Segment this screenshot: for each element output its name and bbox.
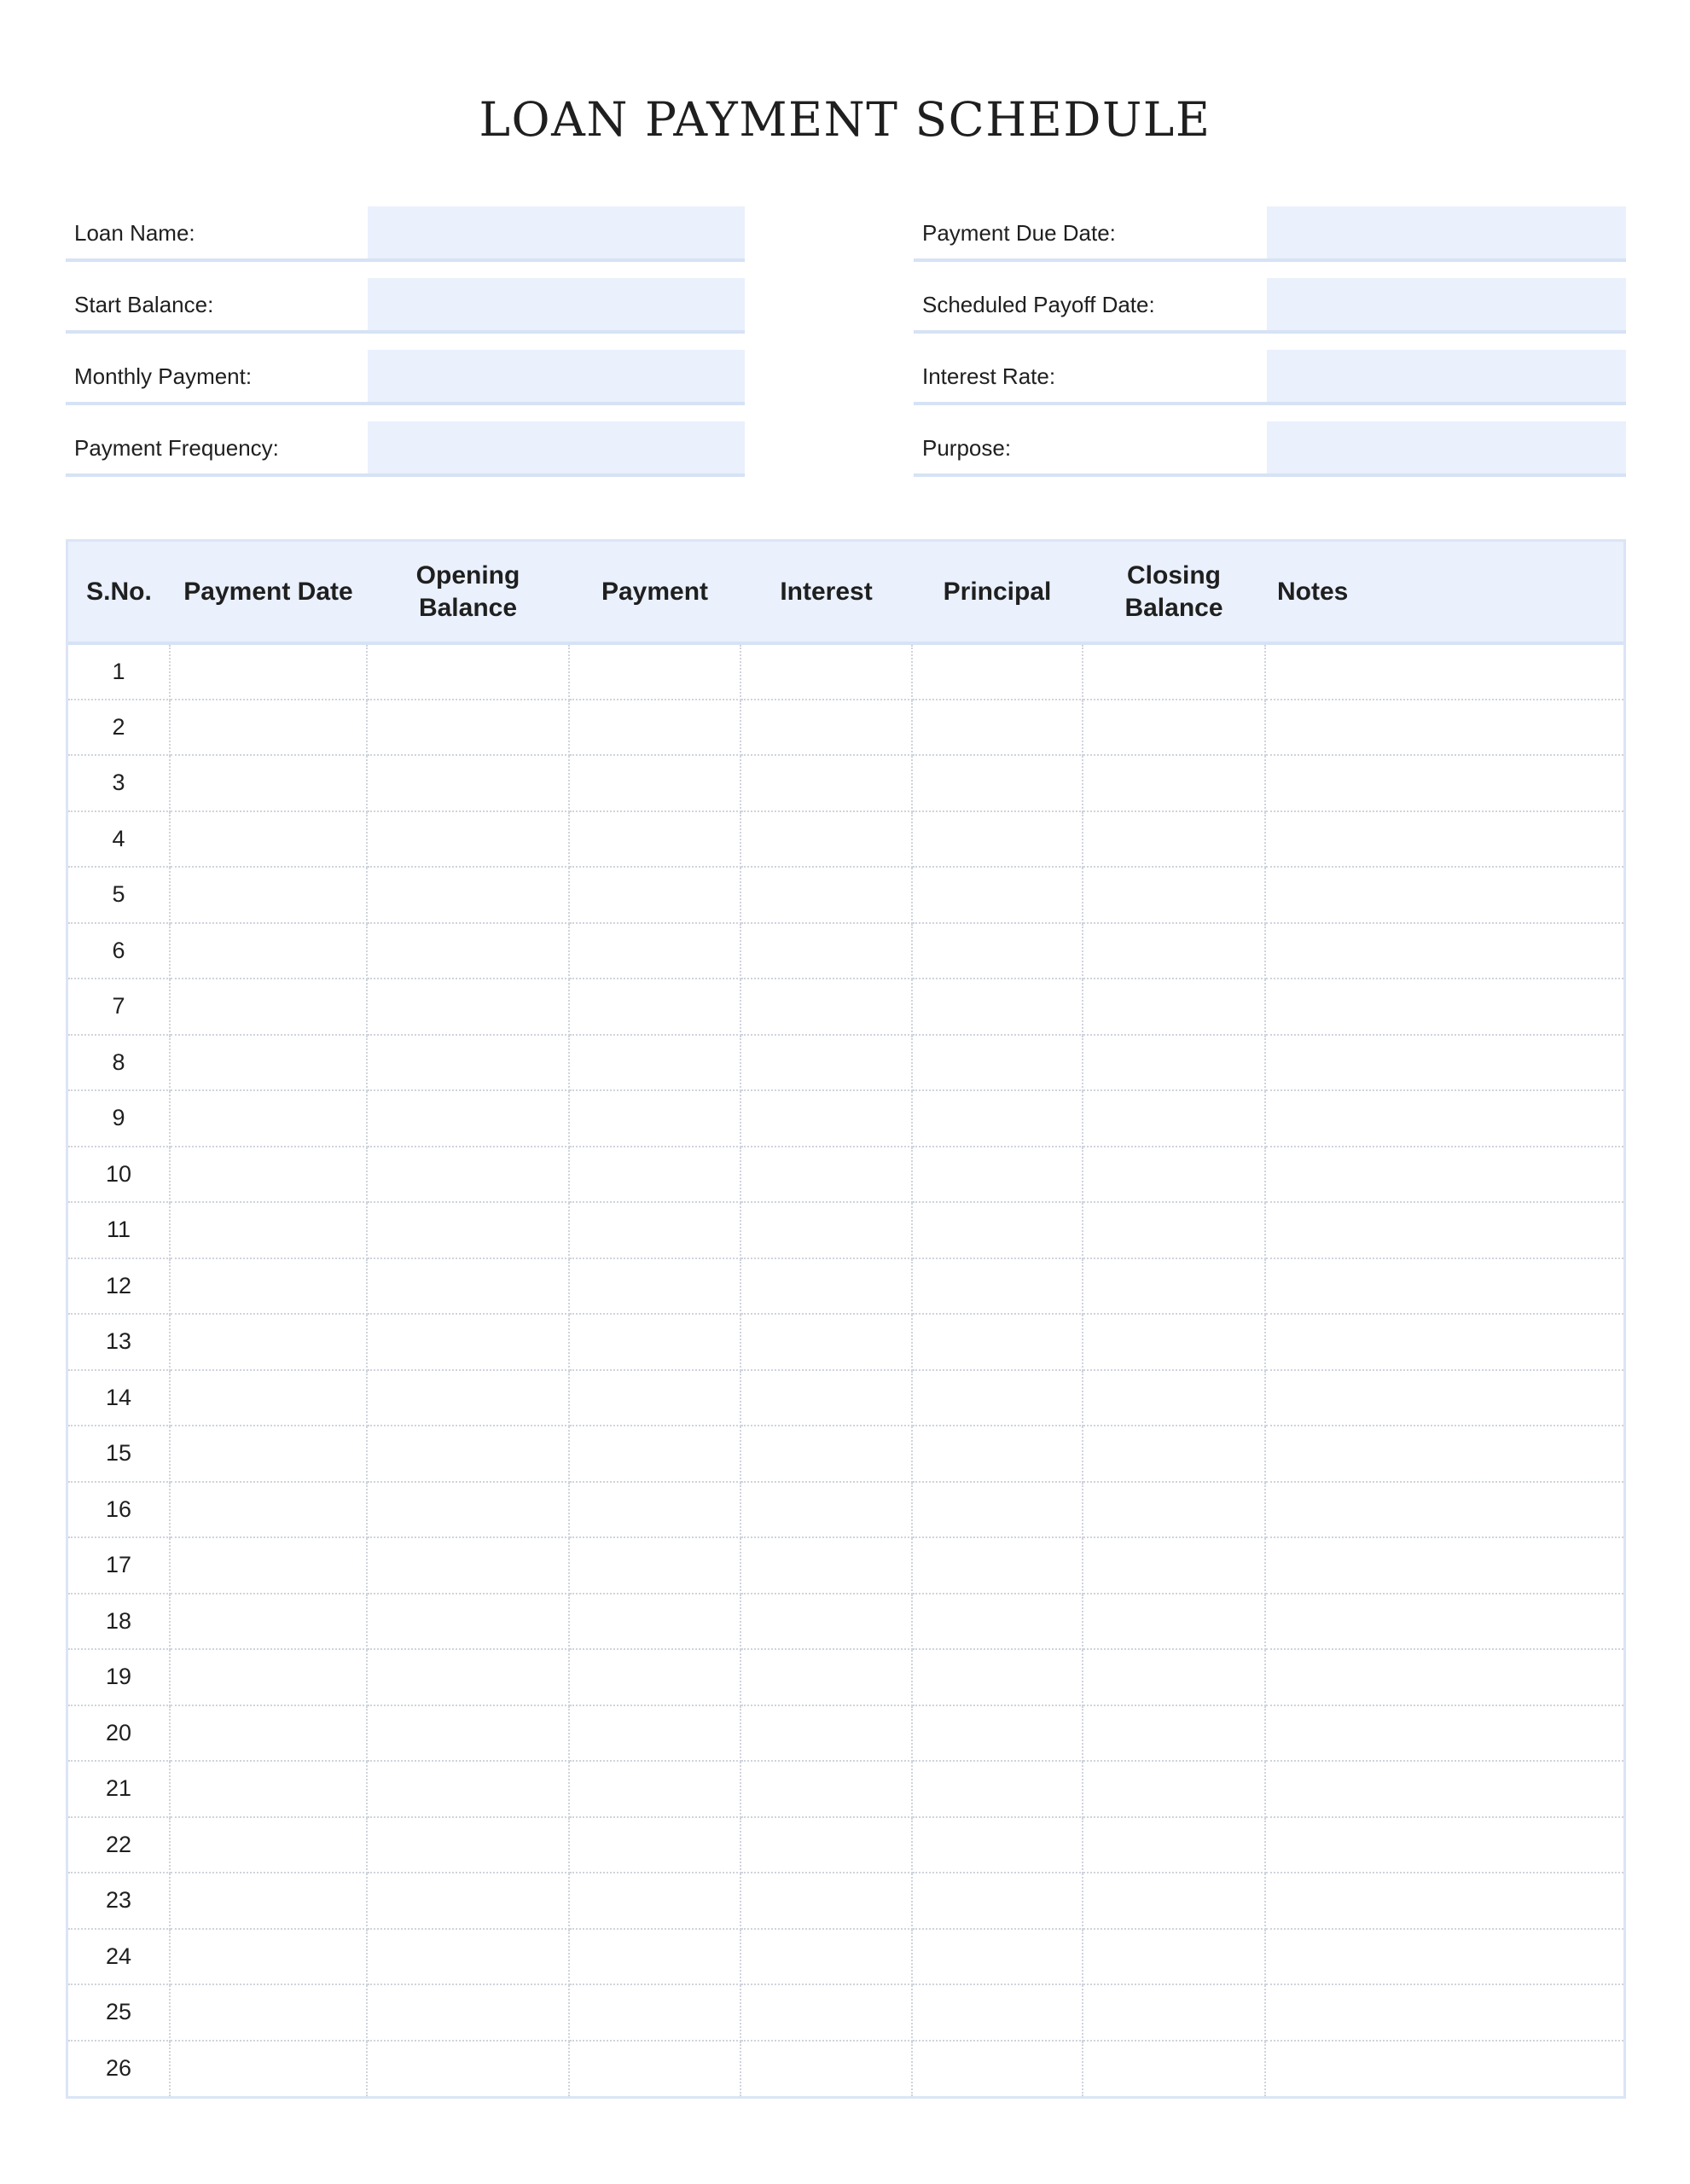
interest-cell[interactable]: [740, 811, 912, 868]
interest-cell[interactable]: [740, 1929, 912, 1985]
payment-cell[interactable]: [569, 1649, 740, 1705]
interest-cell[interactable]: [740, 1649, 912, 1705]
payment-cell[interactable]: [569, 1314, 740, 1370]
interest-cell[interactable]: [740, 643, 912, 700]
notes-cell[interactable]: [1265, 1649, 1623, 1705]
purpose-label: Purpose:: [922, 435, 1012, 461]
payment-cell[interactable]: [569, 923, 740, 979]
payment-date-cell[interactable]: [170, 700, 367, 756]
payment-date-cell[interactable]: [170, 1426, 367, 1482]
payment-cell[interactable]: [569, 867, 740, 923]
principal-cell[interactable]: [912, 811, 1083, 868]
payment-cell[interactable]: [569, 1258, 740, 1315]
header-sno: S.No.: [68, 542, 170, 643]
table-row: [68, 1370, 1623, 1426]
row-number: 9: [68, 1090, 170, 1147]
interest-cell[interactable]: [740, 1258, 912, 1315]
notes-cell[interactable]: [1265, 1929, 1623, 1985]
closing-balance-cell[interactable]: [1083, 1537, 1265, 1594]
payment-due-date-row: [914, 206, 1626, 262]
payment-cell[interactable]: [569, 1873, 740, 1929]
table-row: [68, 1929, 1623, 1985]
payment-date-cell[interactable]: [170, 1202, 367, 1258]
table-row: [68, 1984, 1623, 2041]
payment-date-cell[interactable]: [170, 2041, 367, 2097]
row-number: 19: [68, 1649, 170, 1705]
principal-cell[interactable]: [912, 1426, 1083, 1482]
row-number: 2: [68, 700, 170, 756]
closing-balance-cell[interactable]: [1083, 1873, 1265, 1929]
payment-cell[interactable]: [569, 1984, 740, 2041]
table-row: [68, 923, 1623, 979]
closing-balance-cell[interactable]: [1083, 1202, 1265, 1258]
payment-date-cell[interactable]: [170, 1984, 367, 2041]
payment-cell[interactable]: [569, 1035, 740, 1091]
closing-balance-cell[interactable]: [1083, 1705, 1265, 1762]
opening-balance-cell[interactable]: [367, 923, 569, 979]
notes-cell[interactable]: [1265, 755, 1623, 811]
row-number: 25: [68, 1984, 170, 2041]
principal-cell[interactable]: [912, 867, 1083, 923]
principal-cell[interactable]: [912, 923, 1083, 979]
interest-cell[interactable]: [740, 1873, 912, 1929]
header-opening-balance: Opening Balance: [367, 542, 569, 643]
table-row: [68, 1594, 1623, 1650]
closing-balance-cell[interactable]: [1083, 867, 1265, 923]
opening-balance-cell[interactable]: [367, 643, 569, 700]
notes-cell[interactable]: [1265, 1705, 1623, 1762]
interest-cell[interactable]: [740, 755, 912, 811]
opening-balance-cell[interactable]: [367, 1984, 569, 2041]
notes-cell[interactable]: [1265, 1817, 1623, 1873]
header-payment-date: Payment Date: [170, 542, 367, 643]
row-number: 13: [68, 1314, 170, 1370]
payment-date-cell[interactable]: [170, 1873, 367, 1929]
opening-balance-cell[interactable]: [367, 811, 569, 868]
opening-balance-cell[interactable]: [367, 1929, 569, 1985]
start-balance-row: [66, 278, 745, 334]
payment-date-cell[interactable]: [170, 1537, 367, 1594]
opening-balance-cell[interactable]: [367, 1594, 569, 1650]
notes-cell[interactable]: [1265, 1426, 1623, 1482]
payment-cell[interactable]: [569, 1537, 740, 1594]
table-row: [68, 811, 1623, 868]
row-number: 7: [68, 979, 170, 1035]
payment-date-cell[interactable]: [170, 1761, 367, 1817]
row-number: 8: [68, 1035, 170, 1091]
row-number: 18: [68, 1594, 170, 1650]
opening-balance-cell[interactable]: [367, 1537, 569, 1594]
start-balance-field[interactable]: [368, 278, 745, 330]
opening-balance-cell[interactable]: [367, 1090, 569, 1147]
closing-balance-cell[interactable]: [1083, 811, 1265, 868]
row-number: 12: [68, 1258, 170, 1315]
loan-details-left: [66, 206, 745, 493]
table-row: [68, 1482, 1623, 1538]
opening-balance-cell[interactable]: [367, 1314, 569, 1370]
opening-balance-cell[interactable]: [367, 700, 569, 756]
payment-cell[interactable]: [569, 1482, 740, 1538]
payment-cell[interactable]: [569, 1426, 740, 1482]
row-number: 15: [68, 1426, 170, 1482]
closing-balance-cell[interactable]: [1083, 643, 1265, 700]
payment-cell[interactable]: [569, 1817, 740, 1873]
interest-cell[interactable]: [740, 979, 912, 1035]
payment-date-cell[interactable]: [170, 867, 367, 923]
purpose-row: [914, 421, 1626, 477]
payment-cell[interactable]: [569, 755, 740, 811]
payment-date-cell[interactable]: [170, 811, 367, 868]
header-notes: Notes: [1265, 542, 1623, 643]
closing-balance-cell[interactable]: [1083, 1147, 1265, 1203]
monthly-payment-label: Monthly Payment:: [74, 363, 253, 389]
payment-cell[interactable]: [569, 2041, 740, 2097]
payment-due-date-label: Payment Due Date:: [922, 220, 1116, 246]
payment-cell[interactable]: [569, 811, 740, 868]
payment-date-cell[interactable]: [170, 1090, 367, 1147]
table-row: [68, 867, 1623, 923]
table-row: [68, 1035, 1623, 1091]
table-row: [68, 1426, 1623, 1482]
notes-cell[interactable]: [1265, 1537, 1623, 1594]
payment-cell[interactable]: [569, 1705, 740, 1762]
payment-cell[interactable]: [569, 1147, 740, 1203]
interest-cell[interactable]: [740, 1705, 912, 1762]
principal-cell[interactable]: [912, 1090, 1083, 1147]
payment-date-cell[interactable]: [170, 1929, 367, 1985]
opening-balance-cell[interactable]: [367, 1873, 569, 1929]
payment-date-cell[interactable]: [170, 1370, 367, 1426]
table-row: [68, 1705, 1623, 1762]
principal-cell[interactable]: [912, 1594, 1083, 1650]
interest-cell[interactable]: [740, 1202, 912, 1258]
table-row: [68, 1202, 1623, 1258]
notes-cell[interactable]: [1265, 643, 1623, 700]
table-row: [68, 1817, 1623, 1873]
table-row: [68, 1258, 1623, 1315]
interest-cell[interactable]: [740, 923, 912, 979]
header-interest: Interest: [740, 542, 912, 643]
payment-cell[interactable]: [569, 1090, 740, 1147]
payment-frequency-label: Payment Frequency:: [74, 435, 279, 461]
principal-cell[interactable]: [912, 1649, 1083, 1705]
table-row: [68, 755, 1623, 811]
notes-cell[interactable]: [1265, 1370, 1623, 1426]
row-number: 21: [68, 1761, 170, 1817]
notes-cell[interactable]: [1265, 1090, 1623, 1147]
row-number: 6: [68, 923, 170, 979]
notes-cell[interactable]: [1265, 1035, 1623, 1091]
closing-balance-cell[interactable]: [1083, 1761, 1265, 1817]
principal-cell[interactable]: [912, 1147, 1083, 1203]
opening-balance-cell[interactable]: [367, 867, 569, 923]
payment-date-cell[interactable]: [170, 643, 367, 700]
payment-frequency-row: [66, 421, 745, 477]
table-row: [68, 979, 1623, 1035]
row-number: 11: [68, 1202, 170, 1258]
opening-balance-cell[interactable]: [367, 1370, 569, 1426]
closing-balance-cell[interactable]: [1083, 1482, 1265, 1538]
principal-cell[interactable]: [912, 755, 1083, 811]
principal-cell[interactable]: [912, 1370, 1083, 1426]
interest-cell[interactable]: [740, 1314, 912, 1370]
principal-cell[interactable]: [912, 1314, 1083, 1370]
scheduled-payoff-date-label: Scheduled Payoff Date:: [922, 292, 1155, 317]
row-number: 1: [68, 643, 170, 700]
row-number: 23: [68, 1873, 170, 1929]
interest-cell[interactable]: [740, 1035, 912, 1091]
closing-balance-cell[interactable]: [1083, 1649, 1265, 1705]
opening-balance-cell[interactable]: [367, 1147, 569, 1203]
payment-cell[interactable]: [569, 1594, 740, 1650]
principal-cell[interactable]: [912, 1035, 1083, 1091]
interest-rate-field[interactable]: [1267, 350, 1626, 402]
opening-balance-cell[interactable]: [367, 1761, 569, 1817]
row-number: 17: [68, 1537, 170, 1594]
opening-balance-cell[interactable]: [367, 1705, 569, 1762]
interest-cell[interactable]: [740, 1761, 912, 1817]
closing-balance-cell[interactable]: [1083, 1817, 1265, 1873]
notes-cell[interactable]: [1265, 1984, 1623, 2041]
loan-name-label: Loan Name:: [74, 220, 195, 246]
table-row: [68, 1314, 1623, 1370]
table-row: [68, 1147, 1623, 1203]
monthly-payment-row: [66, 350, 745, 405]
header-closing-balance: Closing Balance: [1083, 542, 1265, 643]
payment-cell[interactable]: [569, 700, 740, 756]
payment-date-cell[interactable]: [170, 979, 367, 1035]
row-number: 10: [68, 1147, 170, 1203]
closing-balance-cell[interactable]: [1083, 755, 1265, 811]
payment-frequency-field[interactable]: [368, 421, 745, 473]
closing-balance-cell[interactable]: [1083, 2041, 1265, 2097]
payment-cell[interactable]: [569, 1370, 740, 1426]
closing-balance-cell[interactable]: [1083, 1594, 1265, 1650]
opening-balance-cell[interactable]: [367, 2041, 569, 2097]
payment-date-cell[interactable]: [170, 923, 367, 979]
notes-cell[interactable]: [1265, 1761, 1623, 1817]
page-title: LOAN PAYMENT SCHEDULE: [479, 92, 1211, 147]
row-number: 26: [68, 2041, 170, 2097]
row-number: 20: [68, 1705, 170, 1762]
table-row: [68, 1537, 1623, 1594]
principal-cell[interactable]: [912, 1482, 1083, 1538]
scheduled-payoff-date-row: [914, 278, 1626, 334]
interest-cell[interactable]: [740, 1147, 912, 1203]
interest-cell[interactable]: [740, 1426, 912, 1482]
payment-cell[interactable]: [569, 1202, 740, 1258]
notes-cell[interactable]: [1265, 1482, 1623, 1538]
closing-balance-cell[interactable]: [1083, 1035, 1265, 1091]
payment-date-cell[interactable]: [170, 1817, 367, 1873]
header-principal: Principal: [912, 542, 1083, 643]
principal-cell[interactable]: [912, 1873, 1083, 1929]
payment-date-cell[interactable]: [170, 1035, 367, 1091]
table-row: [68, 1090, 1623, 1147]
interest-cell[interactable]: [740, 2041, 912, 2097]
interest-cell[interactable]: [740, 867, 912, 923]
closing-balance-cell[interactable]: [1083, 1984, 1265, 2041]
opening-balance-cell[interactable]: [367, 1817, 569, 1873]
notes-cell[interactable]: [1265, 867, 1623, 923]
row-number: 3: [68, 755, 170, 811]
payment-schedule-table: [66, 539, 1626, 2099]
principal-cell[interactable]: [912, 1705, 1083, 1762]
payment-cell[interactable]: [569, 1929, 740, 1985]
closing-balance-cell[interactable]: [1083, 1370, 1265, 1426]
closing-balance-cell[interactable]: [1083, 700, 1265, 756]
notes-cell[interactable]: [1265, 1258, 1623, 1315]
principal-cell[interactable]: [912, 1929, 1083, 1985]
opening-balance-cell[interactable]: [367, 755, 569, 811]
table-row: [68, 1649, 1623, 1705]
interest-rate-row: [914, 350, 1626, 405]
closing-balance-cell[interactable]: [1083, 923, 1265, 979]
interest-cell[interactable]: [740, 700, 912, 756]
notes-cell[interactable]: [1265, 1147, 1623, 1203]
closing-balance-cell[interactable]: [1083, 1426, 1265, 1482]
opening-balance-cell[interactable]: [367, 1035, 569, 1091]
opening-balance-cell[interactable]: [367, 1426, 569, 1482]
opening-balance-cell[interactable]: [367, 1258, 569, 1315]
scheduled-payoff-date-field[interactable]: [1267, 278, 1626, 330]
interest-cell[interactable]: [740, 1594, 912, 1650]
principal-cell[interactable]: [912, 2041, 1083, 2097]
monthly-payment-field[interactable]: [368, 350, 745, 402]
table-header-row: [68, 542, 1623, 643]
table-row: [68, 1761, 1623, 1817]
interest-cell[interactable]: [740, 1817, 912, 1873]
row-number: 22: [68, 1817, 170, 1873]
opening-balance-cell[interactable]: [367, 1649, 569, 1705]
principal-cell[interactable]: [912, 643, 1083, 700]
opening-balance-cell[interactable]: [367, 1202, 569, 1258]
interest-cell[interactable]: [740, 1984, 912, 2041]
notes-cell[interactable]: [1265, 1873, 1623, 1929]
payment-date-cell[interactable]: [170, 1314, 367, 1370]
row-number: 16: [68, 1482, 170, 1538]
principal-cell[interactable]: [912, 1258, 1083, 1315]
notes-cell[interactable]: [1265, 2041, 1623, 2097]
row-number: 4: [68, 811, 170, 868]
payment-cell[interactable]: [569, 1761, 740, 1817]
notes-cell[interactable]: [1265, 1594, 1623, 1650]
interest-cell[interactable]: [740, 1370, 912, 1426]
interest-cell[interactable]: [740, 1090, 912, 1147]
principal-cell[interactable]: [912, 1817, 1083, 1873]
interest-rate-label: Interest Rate:: [922, 363, 1056, 389]
purpose-field[interactable]: [1267, 421, 1626, 473]
loan-details-right: [914, 206, 1626, 493]
notes-cell[interactable]: [1265, 1202, 1623, 1258]
principal-cell[interactable]: [912, 700, 1083, 756]
closing-balance-cell[interactable]: [1083, 1929, 1265, 1985]
opening-balance-cell[interactable]: [367, 1482, 569, 1538]
row-number: 5: [68, 867, 170, 923]
opening-balance-cell[interactable]: [367, 979, 569, 1035]
payment-date-cell[interactable]: [170, 1147, 367, 1203]
closing-balance-cell[interactable]: [1083, 1314, 1265, 1370]
notes-cell[interactable]: [1265, 1314, 1623, 1370]
row-number: 24: [68, 1929, 170, 1985]
loan-name-row: [66, 206, 745, 262]
notes-cell[interactable]: [1265, 923, 1623, 979]
payment-cell[interactable]: [569, 643, 740, 700]
payment-date-cell[interactable]: [170, 1482, 367, 1538]
header-payment: Payment: [569, 542, 740, 643]
table-row: [68, 1873, 1623, 1929]
table-row: [68, 2041, 1623, 2097]
payment-date-cell[interactable]: [170, 1594, 367, 1650]
payment-date-cell[interactable]: [170, 1705, 367, 1762]
payment-date-cell[interactable]: [170, 755, 367, 811]
table-row: [68, 643, 1623, 700]
principal-cell[interactable]: [912, 1537, 1083, 1594]
closing-balance-cell[interactable]: [1083, 1258, 1265, 1315]
notes-cell[interactable]: [1265, 700, 1623, 756]
loan-name-field[interactable]: [368, 206, 745, 258]
payment-date-cell[interactable]: [170, 1649, 367, 1705]
closing-balance-cell[interactable]: [1083, 1090, 1265, 1147]
principal-cell[interactable]: [912, 1202, 1083, 1258]
closing-balance-cell[interactable]: [1083, 979, 1265, 1035]
notes-cell[interactable]: [1265, 811, 1623, 868]
notes-cell[interactable]: [1265, 979, 1623, 1035]
payment-due-date-field[interactable]: [1267, 206, 1626, 258]
start-balance-label: Start Balance:: [74, 292, 214, 317]
principal-cell[interactable]: [912, 1761, 1083, 1817]
row-number: 14: [68, 1370, 170, 1426]
payment-cell[interactable]: [569, 979, 740, 1035]
interest-cell[interactable]: [740, 1482, 912, 1538]
principal-cell[interactable]: [912, 979, 1083, 1035]
table-row: [68, 700, 1623, 756]
interest-cell[interactable]: [740, 1537, 912, 1594]
principal-cell[interactable]: [912, 1984, 1083, 2041]
payment-date-cell[interactable]: [170, 1258, 367, 1315]
